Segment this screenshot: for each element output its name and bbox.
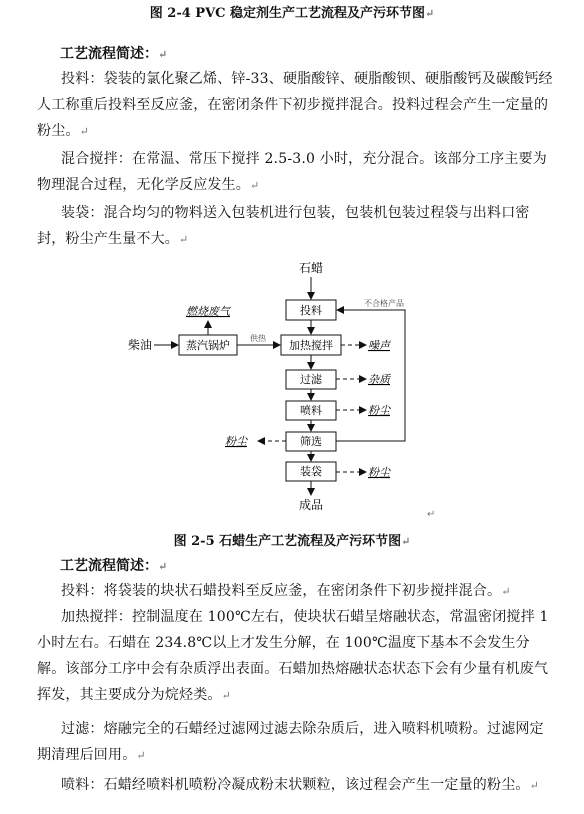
paragraph-mark: ↵	[221, 689, 232, 702]
section1-heading-text: 工艺流程简述：	[60, 46, 158, 62]
diagram-emission-dust-screen: 粉尘	[225, 435, 247, 448]
paragraph-mark: ↵	[529, 779, 540, 792]
section2-p2-text: 加热搅拌：控制温度在 100℃左右，使块状石蜡呈熔融状态，常温密闭搅拌 1 小时左右。石蜡在 234.8℃以上才发生分解，在 100℃温度下基本不会发生分解。该部分工序中会有杂质浮出表面。石蜡加热熔融状态状态下会有少量有机废气挥发，其主要成分为烷烃类。	[37, 609, 549, 703]
paragraph-mark: ↵	[401, 535, 411, 548]
box-feed-label: 投料	[300, 304, 322, 317]
figure-2-4-caption-text: 图 2-4 PVC 稳定剂生产工艺流程及产污环节图	[149, 6, 426, 21]
section2-heading	[60, 556, 167, 577]
section1-heading	[60, 44, 167, 65]
box-bag-label: 装袋	[300, 465, 322, 478]
diagram-emission-dust-bag: 粉尘	[368, 466, 390, 479]
diagram-fuel-diesel: 柴油	[127, 338, 153, 352]
paragraph-mark: ↵	[425, 7, 435, 20]
box-screen-label: 筛选	[300, 435, 322, 448]
section1-paragraph-mix	[37, 146, 557, 199]
section2-paragraph-filter	[37, 716, 557, 769]
paragraph-mark: ↵	[501, 585, 511, 598]
paragraph-mark: ↵	[179, 233, 189, 246]
section2-paragraph-heat-stir	[37, 604, 557, 709]
diagram-input-paraffin: 石蜡	[298, 261, 324, 275]
diagram-paragraph-mark: ↵	[427, 509, 436, 520]
section2-p4-text: 喷料：石蜡经喷料机喷粉冷凝成粉末状颗粒，该过程会产生一定量的粉尘。	[61, 777, 530, 793]
paragraph-mark: ↵	[136, 749, 146, 762]
diagram-output-product: 成品	[298, 498, 324, 512]
box-steam-boiler-label: 蒸汽锅炉	[186, 339, 230, 352]
figure-2-4-caption	[0, 6, 584, 22]
box-spray-label: 喷料	[300, 404, 322, 417]
diagram-reject-label: 不合格产品	[364, 299, 404, 308]
section2-p1-text: 投料：将袋装的块状石蜡投料至反应釜，在密闭条件下初步搅拌混合。	[61, 583, 502, 599]
box-filter-label: 过滤	[300, 373, 322, 386]
figure-2-5-caption	[0, 534, 584, 550]
paragraph-mark: ↵	[158, 48, 168, 61]
diagram-emission-impurity: 杂质	[368, 373, 390, 386]
section2-paragraph-spray	[37, 772, 557, 799]
section1-p1-text: 投料：袋装的氯化聚乙烯、锌-33、硬脂酸锌、硬脂酸钡、硬脂酸钙及碳酸钙经人工称重后投料至反应釜，在密闭条件下初步搅拌混合。投料过程会产生一定量的粉尘。	[37, 71, 553, 139]
paragraph-mark: ↵	[79, 125, 90, 138]
paragraph-mark: ↵	[250, 179, 260, 192]
diagram-emission-combustion-gas: 燃烧废气	[186, 305, 230, 318]
diagram-emission-dust-spray: 粉尘	[368, 404, 390, 417]
section2-paragraph-feed	[37, 578, 557, 605]
section1-paragraph-bagging	[37, 200, 557, 253]
section1-paragraph-feed	[37, 66, 557, 145]
paraffin-process-flow-diagram	[0, 255, 584, 520]
section1-p3-text: 装袋：混合均匀的物料送入包装机进行包装，包装机包装过程袋与出料口密封，粉尘产生量不大。	[37, 205, 530, 247]
diagram-emission-noise: 噪声	[368, 339, 390, 352]
figure-2-5-caption-text: 图 2-5 石蜡生产工艺流程及产污环节图	[173, 534, 402, 549]
section1-p2-text: 混合搅拌：在常温、常压下搅拌 2.5-3.0 小时，充分混合。该部分工序主要为物理混合过程，无化学反应发生。	[37, 151, 547, 193]
diagram-steam-supply-label: 供热	[250, 334, 266, 343]
section2-heading-text: 工艺流程简述：	[60, 558, 158, 574]
box-heat-stir-label: 加热搅拌	[289, 339, 333, 352]
paragraph-mark: ↵	[158, 560, 168, 573]
section2-p3-text: 过滤：熔融完全的石蜡经过滤网过滤去除杂质后，进入喷料机喷粉。过滤网定期清理后回用。	[37, 721, 544, 763]
